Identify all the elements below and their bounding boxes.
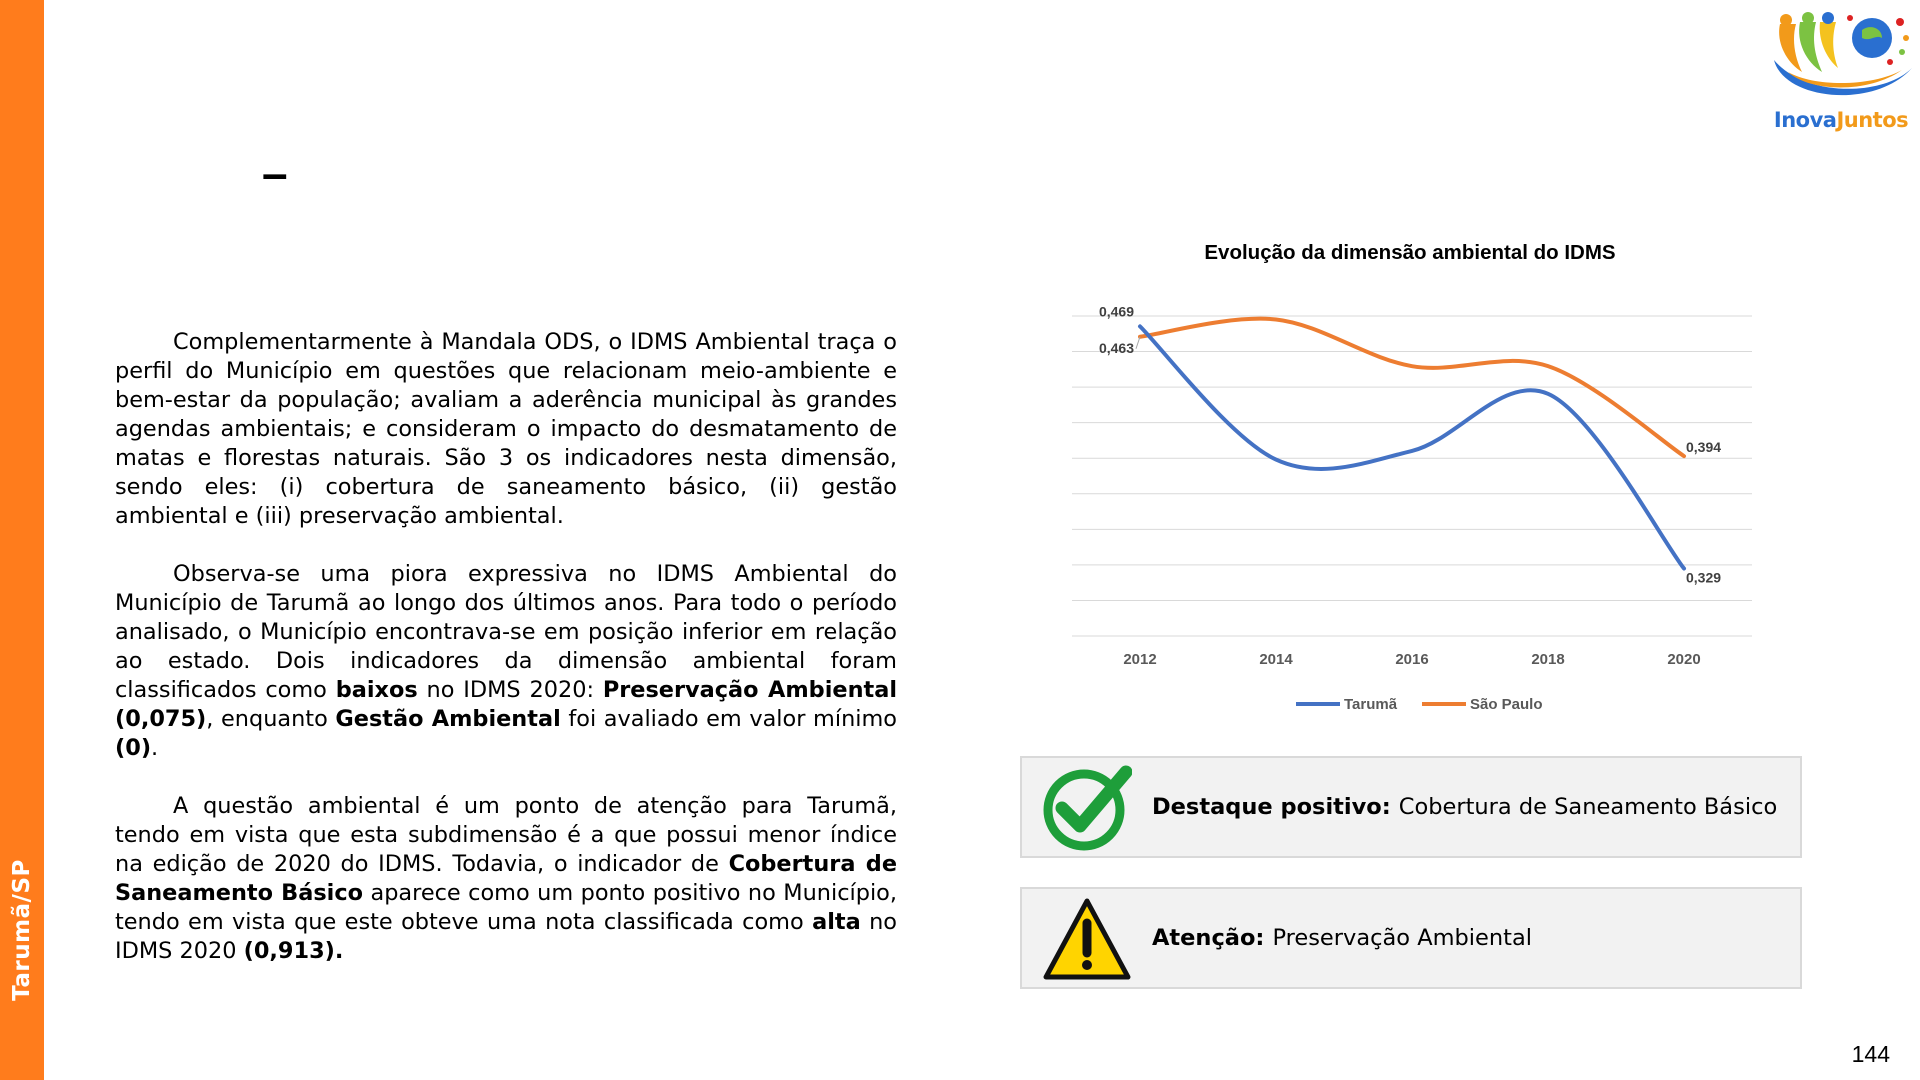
data-label: 0,394 (1686, 439, 1722, 456)
paragraph-3 (115, 792, 897, 966)
p3-text-3: no IDMS 2020 (115, 909, 897, 964)
warning-highlight-text (1152, 889, 1532, 987)
warning-highlight-label: Atenção: (1152, 925, 1265, 951)
p3-bold-1: Cobertura de Saneamento Básico (115, 851, 898, 906)
p3-bold-2: alta (812, 909, 861, 935)
chart-title: Evolução da dimensão ambiental do IDMS (1204, 241, 1616, 264)
p3-text-1: A questão ambiental é um ponto de atenção para Tarumã, tendo em vista que esta subdimensão é a que possui menor índice na edição de 2020 do IDMS. Todavia, o indicador de (115, 793, 897, 877)
positive-highlight-label: Destaque positivo: (1152, 794, 1391, 820)
logo-text-part1: Inova (1773, 108, 1837, 132)
legend-label: Tarumã (1344, 696, 1398, 713)
logo-text (1766, 108, 1916, 132)
sidebar-location-label: Tarumã/SP (9, 859, 35, 1001)
data-point (1276, 319, 1277, 320)
label-leader-line (1136, 337, 1140, 349)
data-point (1548, 366, 1549, 367)
p2-bold-2: Preservação Ambiental (0,075) (115, 677, 897, 732)
data-label: 0,463 (1098, 339, 1134, 356)
positive-highlight-text (1152, 758, 1777, 856)
warning-highlight-value: Preservação Ambiental (1272, 925, 1533, 951)
data-label: 0,329 (1686, 569, 1722, 586)
series-line-taruma (1140, 326, 1684, 568)
paragraph-1: Complementarmente à Mandala ODS, o IDMS Ambiental traça o perfil do Município em questões que relacionam meio-ambiente e bem-estar da população; avaliam a aderência municipal às grandes agendas ambientais; e consideram o impacto do desmatamento de matas e florestas naturais. São 3 os indicadores nesta dimensão, sendo eles: (i) cobertura de saneamento básico, (ii) gestão ambiental e (iii) preservação ambiental. (115, 329, 897, 529)
data-point (1412, 366, 1413, 367)
data-label: 0,469 (1098, 303, 1134, 320)
data-point (1412, 450, 1413, 451)
positive-highlight-value: Cobertura de Saneamento Básico (1398, 794, 1778, 820)
idms-line-chart (1060, 300, 1780, 720)
p2-bold-1: baixos (335, 677, 418, 703)
x-tick-label: 2018 (1531, 651, 1565, 668)
logo-text-part2: Juntos (1836, 108, 1909, 132)
p2-text-3: , enquanto (206, 706, 336, 732)
p3-text-2: aparece como um ponto positivo no Município, tendo em vista que este obteve uma nota classificada como (115, 880, 897, 935)
warning-icon (1042, 895, 1132, 985)
page-title-dash: – (262, 147, 288, 199)
p2-text-4: foi avaliado em valor mínimo (560, 706, 897, 732)
inova-juntos-logo (1766, 12, 1916, 137)
x-tick-label: 2016 (1395, 651, 1429, 668)
legend-label: São Paulo (1470, 696, 1543, 713)
logo-icon (1766, 12, 1916, 112)
checkmark-icon (1042, 764, 1132, 854)
p2-bold-4: (0) (115, 735, 152, 761)
p2-text-1: Observa-se uma piora expressiva no IDMS Ambiental do Município de Tarumã ao longo dos últimos anos. Para todo o período analisado, o Município encontrava-se em posição inferior em relação ao estado. Dois indicadores da dimensão ambiental foram classificados como (115, 561, 897, 703)
data-point (1684, 456, 1685, 457)
p2-text-5: . (151, 735, 159, 761)
body-text (115, 328, 897, 995)
sidebar (0, 0, 44, 1080)
x-tick-label: 2014 (1259, 651, 1293, 668)
data-point (1548, 393, 1549, 394)
x-tick-label: 2020 (1667, 651, 1701, 668)
data-point (1140, 326, 1141, 327)
page-number: 144 (1851, 1041, 1890, 1067)
p3-bold-3: (0,913). (243, 938, 344, 964)
paragraph-2 (115, 560, 897, 763)
data-point (1276, 459, 1277, 460)
p2-text-2: no IDMS 2020: (417, 677, 603, 703)
x-tick-label: 2012 (1123, 651, 1157, 668)
warning-highlight-box (1020, 887, 1802, 989)
data-point (1684, 568, 1685, 569)
positive-highlight-box (1020, 756, 1802, 858)
p2-bold-3: Gestão Ambiental (335, 706, 561, 732)
